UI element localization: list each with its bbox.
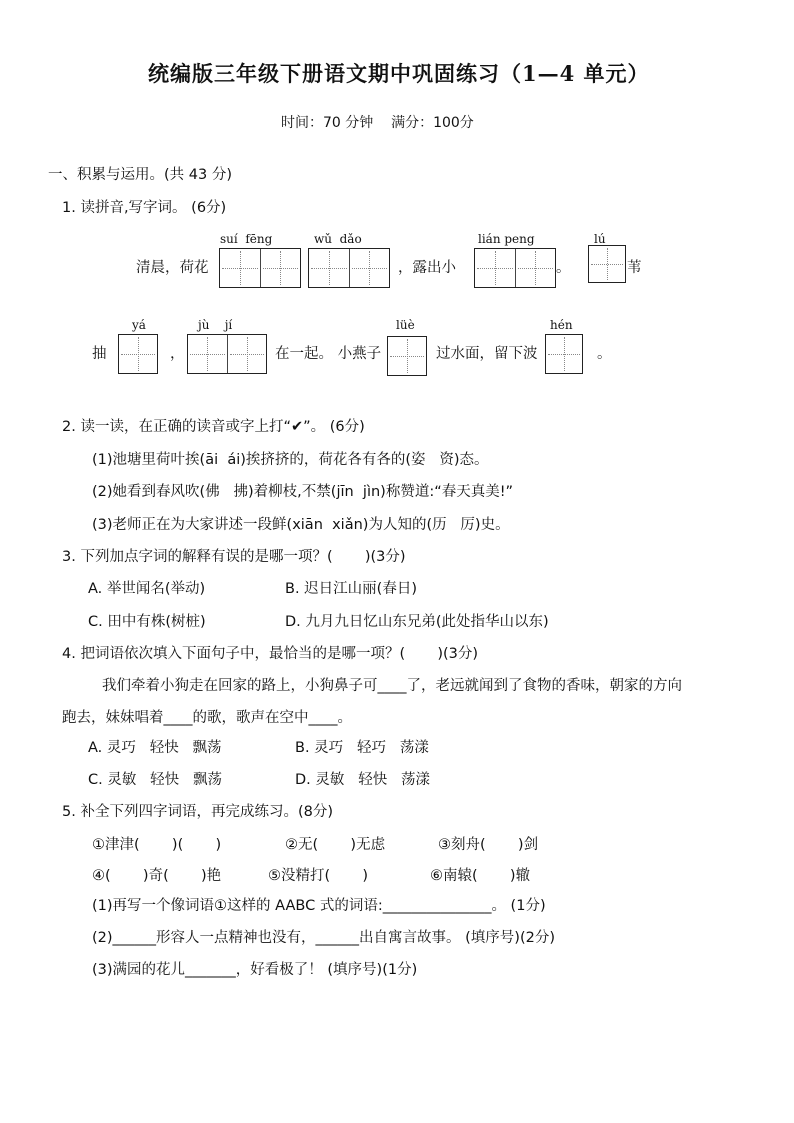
q1-text-7: 在一起。 小燕子 bbox=[275, 346, 382, 362]
q3-option-c[interactable]: C. 田中有株(树桩) bbox=[88, 614, 206, 630]
q3-option-d[interactable]: D. 九月九日忆山东兄弟(此处指华山以东) bbox=[285, 614, 549, 630]
q4-heading: 4. 把词语依次填入下面句子中，最恰当的是哪一项？( )(3分) bbox=[62, 646, 479, 662]
pinyin-ya: yá bbox=[132, 318, 146, 332]
q1-heading: 1. 读拼音,写字词。 (6分) bbox=[62, 200, 227, 216]
q1-text-8: 过水面，留下波 bbox=[436, 346, 538, 362]
q4-option-b[interactable]: B. 灵巧 轻巧 荡漾 bbox=[295, 740, 429, 756]
page-title: 统编版三年级下册语文期中巩固练习（1—4 单元） bbox=[148, 61, 650, 86]
q5-idiom-4[interactable]: ④( )奇( )艳 bbox=[92, 868, 222, 884]
answer-box-suifeng[interactable] bbox=[219, 248, 301, 288]
q1-text-1: 清晨，荷花 bbox=[136, 260, 209, 276]
pinyin-lianpeng: lián peng bbox=[478, 232, 535, 246]
pinyin-juji: jù jí bbox=[198, 318, 233, 332]
q5-idiom-1[interactable]: ①津津( )( ) bbox=[92, 837, 222, 853]
q5-idiom-5[interactable]: ⑤没精打( ) bbox=[268, 868, 369, 884]
q1-text-9: 。 bbox=[597, 346, 612, 362]
q4-option-a[interactable]: A. 灵巧 轻快 飘荡 bbox=[88, 740, 222, 756]
q5-heading: 5. 补全下列四字词语，再完成练习。(8分) bbox=[62, 804, 333, 820]
pinyin-suifeng: suí fēng bbox=[220, 232, 273, 246]
q5-idiom-2[interactable]: ②无( )无虑 bbox=[285, 837, 386, 853]
answer-box-ya[interactable] bbox=[118, 334, 158, 374]
q4-option-d[interactable]: D. 灵敏 轻快 荡漾 bbox=[295, 772, 431, 788]
q1-text-2: ，露出小 bbox=[398, 260, 456, 276]
pinyin-lue: lüè bbox=[396, 318, 415, 332]
q5-idiom-6[interactable]: ⑥南辕( )辙 bbox=[430, 868, 531, 884]
q5-idiom-3[interactable]: ③刻舟( )剑 bbox=[438, 837, 539, 853]
q4-passage-2: 跑去，妹妹唱着____的歌，歌声在空中____。 bbox=[62, 710, 352, 726]
q2-heading: 2. 读一读，在正确的读音或字上打“✔”。 (6分) bbox=[62, 419, 365, 435]
section-heading: 一、积累与运用。(共 43 分) bbox=[48, 167, 232, 183]
exam-info: 时间：70 分钟 满分：100分 bbox=[281, 115, 474, 131]
q3-option-a[interactable]: A. 举世闻名(举动) bbox=[88, 581, 206, 597]
pinyin-wudao: wǔ dǎo bbox=[314, 232, 362, 246]
q1-text-4: 苇 bbox=[627, 260, 642, 276]
q4-option-c[interactable]: C. 灵敏 轻快 飘荡 bbox=[88, 772, 222, 788]
answer-box-wudao[interactable] bbox=[308, 248, 390, 288]
q4-passage-1: 我们牵着小狗走在回家的路上，小狗鼻子可____了，老远就闻到了食物的香味，朝家的方向 bbox=[102, 678, 682, 694]
answer-box-juji[interactable] bbox=[187, 334, 267, 374]
q3-option-b[interactable]: B. 迟日江山丽(春日) bbox=[285, 581, 417, 597]
q1-text-5: 抽 bbox=[92, 346, 107, 362]
q1-text-3: 。 bbox=[556, 260, 571, 276]
q2-line-3: (3)老师正在为大家讲述一段鲜(xiān xiǎn)为人知的(历 厉)史。 bbox=[92, 517, 510, 533]
pinyin-lu: lú bbox=[594, 232, 606, 246]
q5-sub-1[interactable]: (1)再写一个像词语①这样的 AABC 式的词语:_______________。 (1分) bbox=[92, 898, 546, 914]
q2-line-1: (1)池塘里荷叶挨(āi ái)挨挤挤的，荷花各有各的(姿 资)态。 bbox=[92, 452, 489, 468]
q5-sub-3[interactable]: (3)满园的花儿_______，好看极了！ (填序号)(1分) bbox=[92, 962, 418, 978]
q3-heading: 3. 下列加点字词的解释有误的是哪一项？( )(3分) bbox=[62, 549, 406, 565]
answer-box-lianpeng[interactable] bbox=[474, 248, 556, 288]
answer-box-lue[interactable] bbox=[387, 336, 427, 376]
pinyin-hen: hén bbox=[550, 318, 573, 332]
q2-line-2: (2)她看到春风吹(佛 拂)着柳枝,不禁(jīn jìn)称赞道:“春天真美!” bbox=[92, 484, 514, 500]
q1-text-6: ， bbox=[170, 346, 185, 362]
answer-box-hen[interactable] bbox=[545, 334, 583, 374]
q5-sub-2[interactable]: (2)______形容人一点精神也没有，______出自寓言故事。 (填序号)(2分) bbox=[92, 930, 555, 946]
answer-box-lu[interactable] bbox=[588, 245, 626, 283]
